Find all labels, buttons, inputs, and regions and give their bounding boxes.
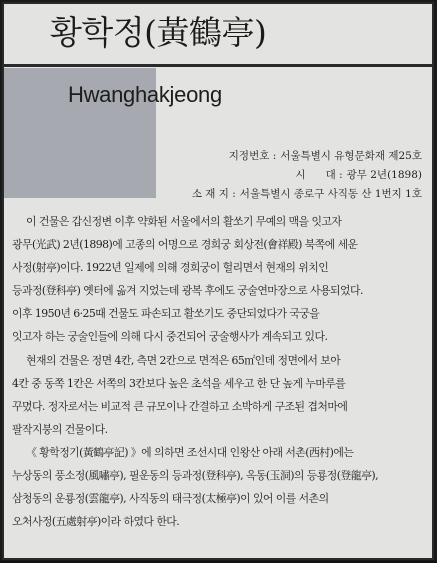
meta-label: 시 대 : [295,169,343,181]
body-line: 사정(射亭)이다. 1922년 일제에 의해 경희궁이 헐리면서 현재의 위치인 [12,261,329,275]
body-line: 광무(光武) 2년(1898)에 고종의 어명으로 경희궁 회상전(會祥殿) 북쪽에 세운 [12,238,358,252]
page-title: 황학정(黃鶴亭) [50,13,267,52]
description-text [12,210,430,533]
meta-value: 서울특별시 유형문화재 제25호 [280,150,422,162]
body-line: 꾸몄다. 정자로서는 비교적 큰 규모이나 간결하고 소박하게 구조된 겹처마에 [12,399,348,413]
meta-label: 지정번호 : [228,150,277,162]
meta-value: 광무 2년(1898) [346,169,422,181]
signboard [2,2,434,560]
meta-row-location [162,185,422,204]
body-line: 이 건물은 갑신정변 이후 약화된 서울에서의 활쏘기 무예의 맥을 잇고자 [26,215,342,228]
romanized-title: Hwanghakjeong [68,82,222,107]
body-line: 《 황학정기(黃鶴亭記) 》에 의하면 조선시대 인왕산 아래 서촌(西村)에는 [26,445,354,459]
meta-label: 소 재 지 : [191,188,236,200]
body-line: 오처사정(五處射亭)이라 하였다 한다. [12,515,180,529]
meta-row-era [162,166,422,185]
body-line: 누상동의 풍소정(風嘯亭), 필운동의 등과정(登科亭), 옥동(玉洞)의 등룡정(登龍亭), [12,469,379,483]
meta-row-number [162,147,422,166]
body-line: 등과정(登科亭) 옛터에 옮겨 지었는데 광복 후에도 궁술연마장으로 사용되었다. [12,284,363,298]
body-line: 4칸 중 동쪽 1칸은 서쪽의 3칸보다 높은 초석을 세우고 한 단 높게 누마루를 [12,376,346,390]
body-line: 현재의 건물은 정면 4칸, 측면 2칸으로 면적은 65㎡인데 정면에서 보아 [26,353,341,367]
designation-info [162,147,422,204]
body-line: 잇고자 하는 궁술인들에 의해 다시 중건되어 궁술행사가 계속되고 있다. [12,330,328,344]
body-line: 이후 1950년 6·25때 건물도 파손되고 활쏘기도 중단되었다가 국궁을 [12,307,320,321]
meta-value: 서울특별시 종로구 사직동 산 1번지 1호 [239,188,422,200]
title-divider [4,64,434,67]
body-line: 삼청동의 운룡정(雲龍亭), 사직동의 태극정(太極亭)이 있어 이를 서촌의 [12,492,329,506]
body-line: 팔작지붕의 건물이다. [12,422,108,436]
